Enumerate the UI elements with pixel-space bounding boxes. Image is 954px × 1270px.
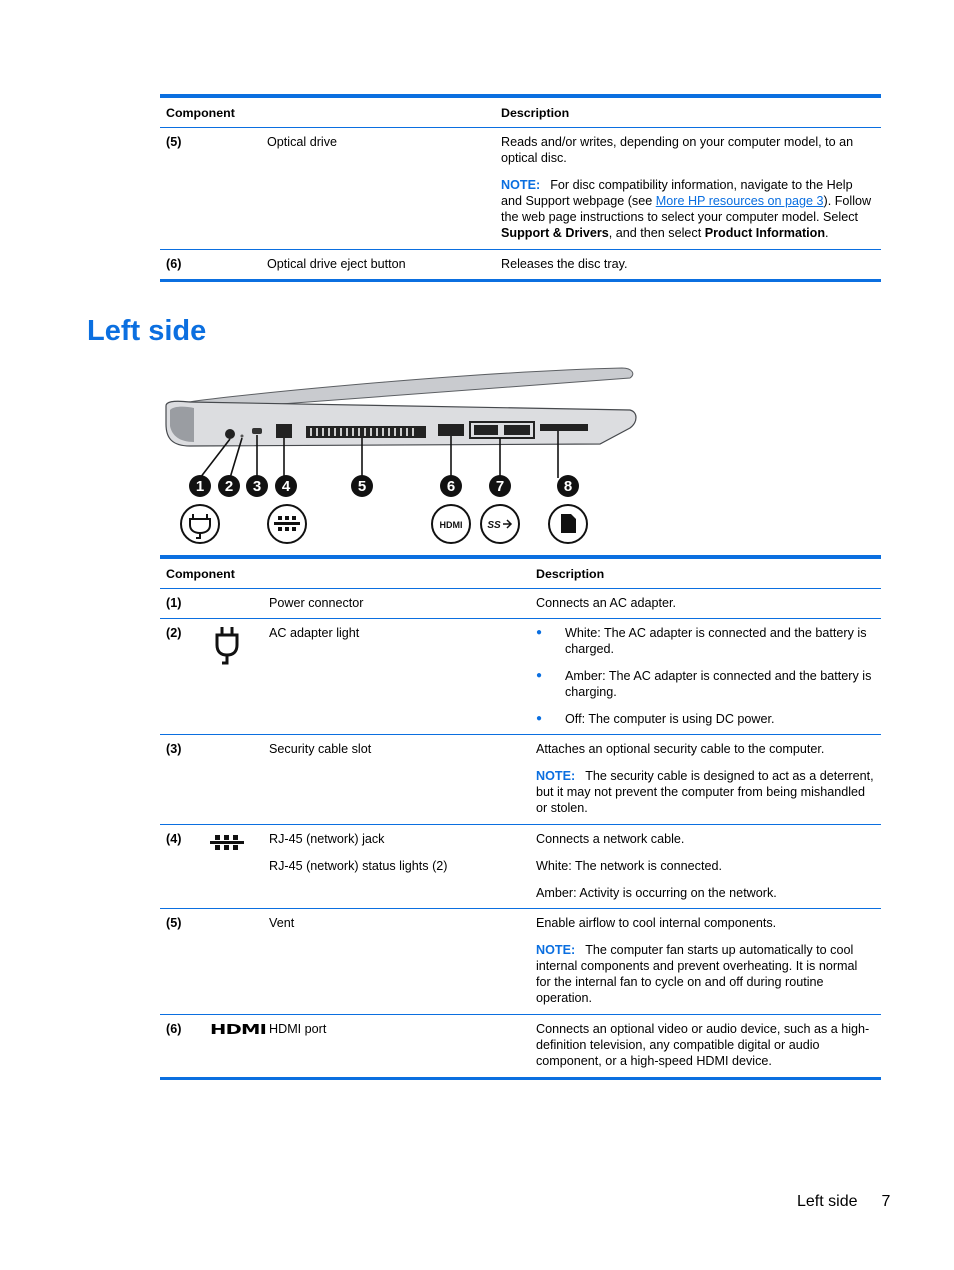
footer-section: Left side	[797, 1193, 858, 1210]
note-text: The security cable is designed to act as a deterrent, but it may not prevent the computer from being mishandled or stolen.	[536, 769, 874, 815]
component-name: AC adapter light	[269, 626, 360, 640]
product-information-label: Product Information	[704, 226, 826, 240]
table-bottom-rule	[160, 1077, 881, 1080]
row-number: (5)	[166, 135, 182, 149]
component-description: Connects an optional video or audio device, such as a high-definition television, any compatible digital or audio component, or a high-speed HDMI device.	[536, 1022, 870, 1068]
note	[536, 768, 875, 816]
component-name: Optical drive	[267, 135, 337, 149]
component-description: Reads and/or writes, depending on your computer model, to an optical disc.	[501, 135, 854, 165]
component-name: RJ-45 (network) jack	[269, 832, 385, 846]
header-component: Component	[166, 566, 235, 581]
table-row	[160, 589, 881, 619]
callout-label: 4	[281, 478, 291, 495]
laptop-left-side-figure	[160, 362, 640, 548]
callout-label: 5	[357, 478, 367, 495]
row-number: (4)	[166, 832, 182, 846]
status-list	[536, 625, 875, 727]
header-description: Description	[501, 105, 570, 120]
component-name: RJ-45 (network) status lights (2)	[269, 859, 448, 873]
component-description: Enable airflow to cool internal components.	[536, 916, 777, 930]
optical-drive-table	[160, 94, 881, 282]
component-name: Optical drive eject button	[267, 257, 406, 271]
hdmi-icon-text: HDMI	[210, 1023, 267, 1038]
note-text: The computer fan starts up automatically to cool internal components and prevent overheating. It is normal for the internal fan to cycle on and off during routine operation.	[536, 943, 858, 1005]
component-name: Security cable slot	[269, 742, 372, 756]
component-description: White: The network is connected.	[536, 859, 722, 873]
row-number: (6)	[166, 1022, 182, 1036]
usb-port-1	[474, 425, 498, 435]
list-item: ● White: The AC adapter is connected and the battery is charged.	[536, 625, 875, 657]
component-name: Power connector	[269, 596, 364, 610]
page-footer	[797, 1192, 890, 1212]
row-number: (2)	[166, 626, 182, 640]
component-name: Vent	[269, 916, 295, 930]
network-icon	[210, 831, 269, 901]
callout-label: 1	[195, 478, 205, 495]
table-row	[160, 619, 881, 735]
callout-label: 8	[563, 478, 573, 495]
usb-port-2	[504, 425, 530, 435]
row-number: (1)	[166, 596, 182, 610]
memory-card-reader	[540, 424, 588, 431]
callout-label: 3	[252, 478, 262, 495]
page-number: 7	[881, 1193, 891, 1210]
table-row	[160, 128, 881, 250]
list-item: ● Off: The computer is using DC power.	[536, 711, 875, 727]
more-hp-resources-link[interactable]: More HP resources on page 3	[655, 194, 824, 208]
row-number: (6)	[166, 257, 182, 271]
rj45-jack	[276, 424, 292, 438]
table-row	[160, 909, 881, 1015]
note-label: NOTE:	[536, 943, 576, 957]
row-number: (5)	[166, 916, 182, 930]
hdmi-port	[438, 424, 464, 436]
section-title: Left side	[87, 315, 207, 347]
header-description: Description	[536, 566, 605, 581]
table-bottom-rule	[160, 279, 881, 282]
note-text: , and then select	[608, 226, 705, 240]
table-header	[160, 559, 881, 589]
list-item: ● Amber: The AC adapter is connected and the battery is charging.	[536, 668, 875, 700]
note	[501, 177, 875, 241]
component-name: HDMI port	[269, 1022, 327, 1036]
table-row	[160, 825, 881, 909]
hdmi-icon	[210, 1021, 269, 1069]
note-label: NOTE:	[536, 769, 576, 783]
component-description: Amber: Activity is occurring on the network.	[536, 886, 777, 900]
callout-label: 6	[446, 478, 456, 495]
ss-icon-text: SS	[487, 520, 501, 531]
ac-adapter-light	[241, 435, 244, 438]
component-description: Releases the disc tray.	[501, 257, 628, 271]
support-drivers-label: Support & Drivers	[501, 226, 609, 240]
table-header	[160, 98, 881, 128]
callout-label: 2	[224, 478, 234, 495]
table-row	[160, 250, 881, 279]
note-text: ). Follow the web page instructions to select your computer model. Select	[501, 194, 872, 224]
note	[536, 942, 875, 1006]
power-plug-icon	[210, 625, 269, 727]
component-description: Attaches an optional security cable to the computer.	[536, 742, 825, 756]
component-description: Connects a network cable.	[536, 832, 685, 846]
note-text: .	[825, 226, 829, 240]
header-component: Component	[166, 105, 235, 120]
callout-label: 7	[495, 478, 505, 495]
security-cable-slot	[252, 428, 262, 434]
table-row	[160, 1015, 881, 1077]
note-label: NOTE:	[501, 178, 541, 192]
hdmi-icon-text: HDMI	[439, 520, 463, 530]
table-row	[160, 735, 881, 825]
component-description: Connects an AC adapter.	[536, 596, 677, 610]
note-text: For disc compatibility information, navigate to the Help and Support webpage (see	[501, 178, 853, 208]
power-connector	[225, 429, 235, 439]
row-number: (3)	[166, 742, 182, 756]
left-side-components-table	[160, 555, 881, 1080]
